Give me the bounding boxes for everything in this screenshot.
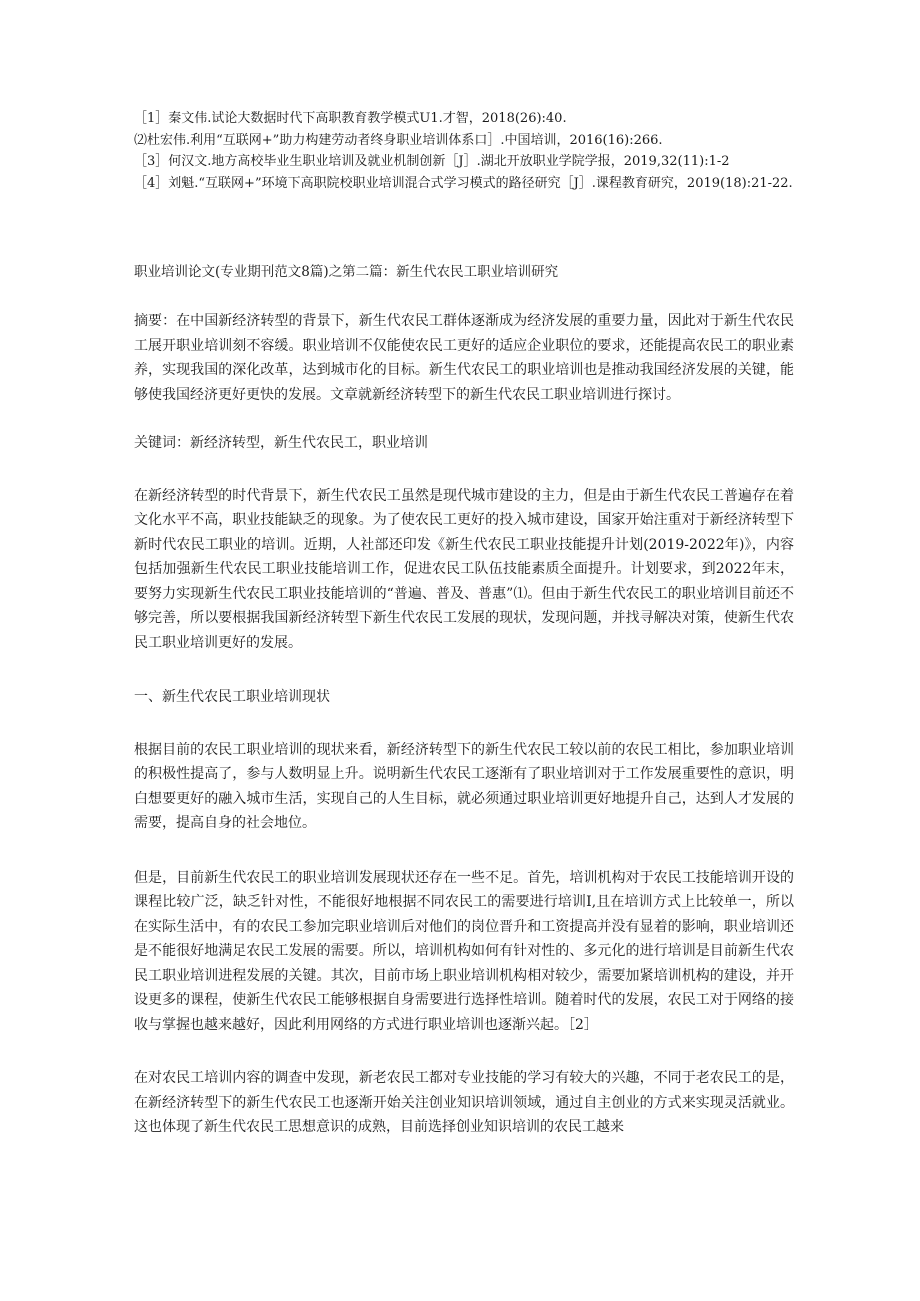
reference-item-2: ⑵杜宏伟.利用“互联网+”助力构建劳动者终身职业培训体系口］.中国培训，2016(16):266. <box>134 132 663 148</box>
reference-item-1: ［1］秦文伟.试论大数据时代下高职教育教学模式U1.才智，2018(26):40. <box>134 111 567 126</box>
body-paragraph-3: 但是，目前新生代农民工的职业培训发展现状还存在一些不足。首先，培训机构对于农民工技能培训开设的课程比较广泛，缺乏针对性，不能很好地根据不同农民工的需要进行培训I,且在培训方式上比较单一，所以在实际生活中，有的农民工参加完职业培训后对他们的岗位晋升和工资提高并没有显着的影响，职业培训还是不能很好地满足农民工发展的需要。所以，培训机构如何有针对性的、多元化的进行培训是目前新生代农民工职业培训进程发展的关键。其次，目前市场上职业培训机构相对较少，需要加紧培训机构的建设，并开设更多的课程，使新生代农民工能够根据自身需要进行选择性培训。随着时代的发展，农民工对于网络的接收与掌握也越来越好，因此利用网络的方式进行职业培训也逐渐兴起。［2］ <box>134 869 794 1033</box>
abstract-paragraph: 摘要：在中国新经济转型的背景下，新生代农民工群体逐渐成为经济发展的重要力量，因此对于新生代农民工展开职业培训刻不容缓。职业培训不仅能使农民工更好的适应企业职位的要求，还能提高农民工的职业素养，实现我国的深化改革，达到城市化的目标。新生代农民工的职业培训也是推动我国经济发展的关键，能够使我国经济更好更快的发展。文章就新经济转型下的新生代农民工职业培训进行探讨。 <box>134 313 794 403</box>
keywords-line: 关键词：新经济转型，新生代农民工，职业培训 <box>134 435 428 451</box>
reference-list <box>134 108 794 194</box>
body-paragraph-4: 在对农民工培训内容的调查中发现，新老农民工都对专业技能的学习有较大的兴趣，不同于老农民工的是，在新经济转型下的新生代农民工也逐渐开始关注创业知识培训领域，通过自主创业的方式来实现灵活就业。这也体现了新生代农民工思想意识的成熟，目前选择创业知识培训的农民工越来 <box>134 1070 794 1135</box>
body-paragraph-2: 根据目前的农民工职业培训的现状来看，新经济转型下的新生代农民工较以前的农民工相比，参加职业培训的积极性提高了，参与人数明显上升。说明新生代农民工逐渐有了职业培训对于工作发展重要性的意识，明白想要更好的融入城市生活，实现自己的人生目标，就必须通过职业培训更好地提升自己，达到人才发展的需要，提高自身的社会地位。 <box>134 741 794 831</box>
reference-item-3: ［3］何汉文.地方高校毕业生职业培训及就业机制创新［J］.湖北开放职业学院学报，2019,32(11):1-2 <box>134 154 730 169</box>
body-paragraph-1: 在新经济转型的时代背景下，新生代农民工虽然是现代城市建设的主力，但是由于新生代农民工普遍存在着文化水平不高，职业技能缺乏的现象。为了使农民工更好的投入城市建设，国家开始注重对于新经济转型下新时代农民工职业的培训。近期，人社部还印发《新生代农民工职业技能提升计划(2019-2022年)》，内容包括加强新生代农民工职业技能培训工作，促进农民工队伍技能素质全面提升。计划要求，到2022年末，要努力实现新生代农民工职业技能培训的“普遍、普及、普惠”⑴。但由于新生代农民工的职业培训目前还不够完善，所以要根据我国新经济转型下新生代农民工发展的现状，发现问题，并找寻解决对策，使新生代农民工职业培训更好的发展。 <box>134 487 794 651</box>
reference-item-4: ［4］刘魁.“互联网+”环境下高职院校职业培训混合式学习模式的路径研究［J］.课程教育研究，2019(18):21-22. <box>134 175 793 191</box>
document-page <box>134 108 794 1140</box>
article-title: 职业培训论文(专业期刊范文8篇)之第二篇：新生代农民工职业培训研究 <box>134 264 559 280</box>
section-heading-1: 一、新生代农民工职业培训现状 <box>134 689 330 705</box>
